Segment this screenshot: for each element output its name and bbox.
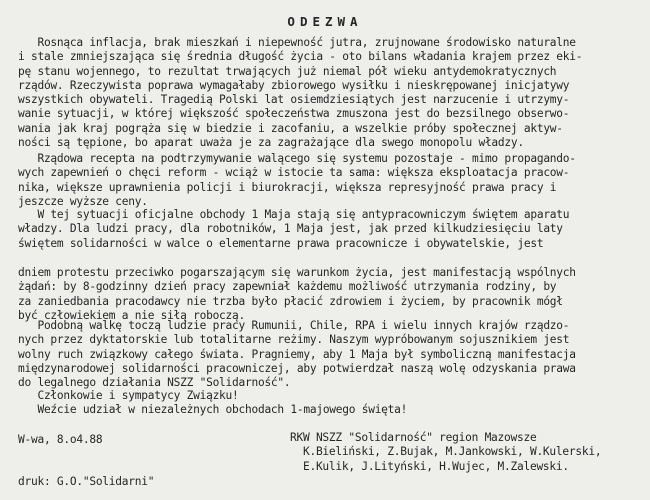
paragraph-1: Rosnąca inflacja, brak mieszkań i niepewność jutra, zrujnowane środowisko naturalne i stale zmniejszająca się średnia długość życia - oto bilans władania krajem przez eki- pę stanu wojennego, to rezultat trwających już niemal pół wieku antydemokratycznych rządów. Rzeczywista poprawa wymagałaby zbiorowego wysiłku i nieskrępowanej inicjatywy wszystkich obywateli. Tragedią Polski lat osiemdziesiątych jest narzucenie i utrzymy- wanie sytuacji, w której większość społeczeństwa zmuszona jest do bezsilnego obserwo- wania jak kraj pogrąża się w biedzie i zacofaniu, a wszelkie próby społecznej aktyw- ności są tępione, bo aparat uważa je za zagrażające dla swego monopolu władzy. — [18, 36, 583, 150]
paragraph-2: Rządowa recepta na podtrzymywanie walącego się systemu pozostaje - mimo propagando- wych zapewnień o chęci reform - wciąż w istocie ta sama: większa eksploatacja pracow- nika, większe uprawnienia policji i biurokracji, większa represyjność prawa pracy i jeszcze wyższe ceny. — [18, 152, 576, 208]
paragraph-3: W tej sytuacji oficjalne obchody 1 Maja stają się antypracowniczym świętem aparatu władzy. Dla ludzi pracy, dla robotników, 1 Maja jest, jak przed kilkudziesięciu laty świętem solidarności w walce o elementarne prawa pracownicze i obywatelskie, jest — [18, 208, 570, 250]
document-title: ODEZWA — [287, 14, 363, 29]
paragraph-4: dniem protestu przeciwko pogarszającym się warunkom życia, jest manifestacją wspólnych żądań: by 8-godzinny dzień pracy zapewniał każdemu możliwość utrzymania rodziny, by za zaniedbania pracodawcy nie trzba było płacić zdrowiem i życiem, by pracownik mógł być człowiekiem a nie siłą roboczą. — [18, 266, 576, 322]
paragraph-5: Podobną walkę toczą ludzie pracy Rumunii, Chile, RPA i wielu innych krajów rządzo- nych przez dyktatorskie lub totalitarne reżimy. Naszym wypróbowanym sojusznikiem jest wolny ruch związkowy całego świata. Pragniemy, aby 1 Maja był symboliczną manifestacja międzynarodowej solidarności pracowniczej, aby potwierdzał naszą wolę odzyskania prawa do legalnego działania NSZZ "Solidarność". — [18, 319, 576, 390]
printer-credit: druk: G.O."Solidarni" — [18, 475, 155, 488]
signature-block: RKW NSZZ "Solidarność" region Mazowsze K.Bieliński, Z.Bujak, M.Jankowski, W.Kulerski, E.Kulik, J.Lityński, H.Wujec, M.Zalewski. — [290, 431, 602, 473]
document-date: W-wa, 8.o4.88 — [18, 433, 103, 446]
paragraph-6: Członkowie i sympatycy Związku! Weźcie udział w niezależnych obchodach 1-majowego święta! — [37, 389, 408, 417]
